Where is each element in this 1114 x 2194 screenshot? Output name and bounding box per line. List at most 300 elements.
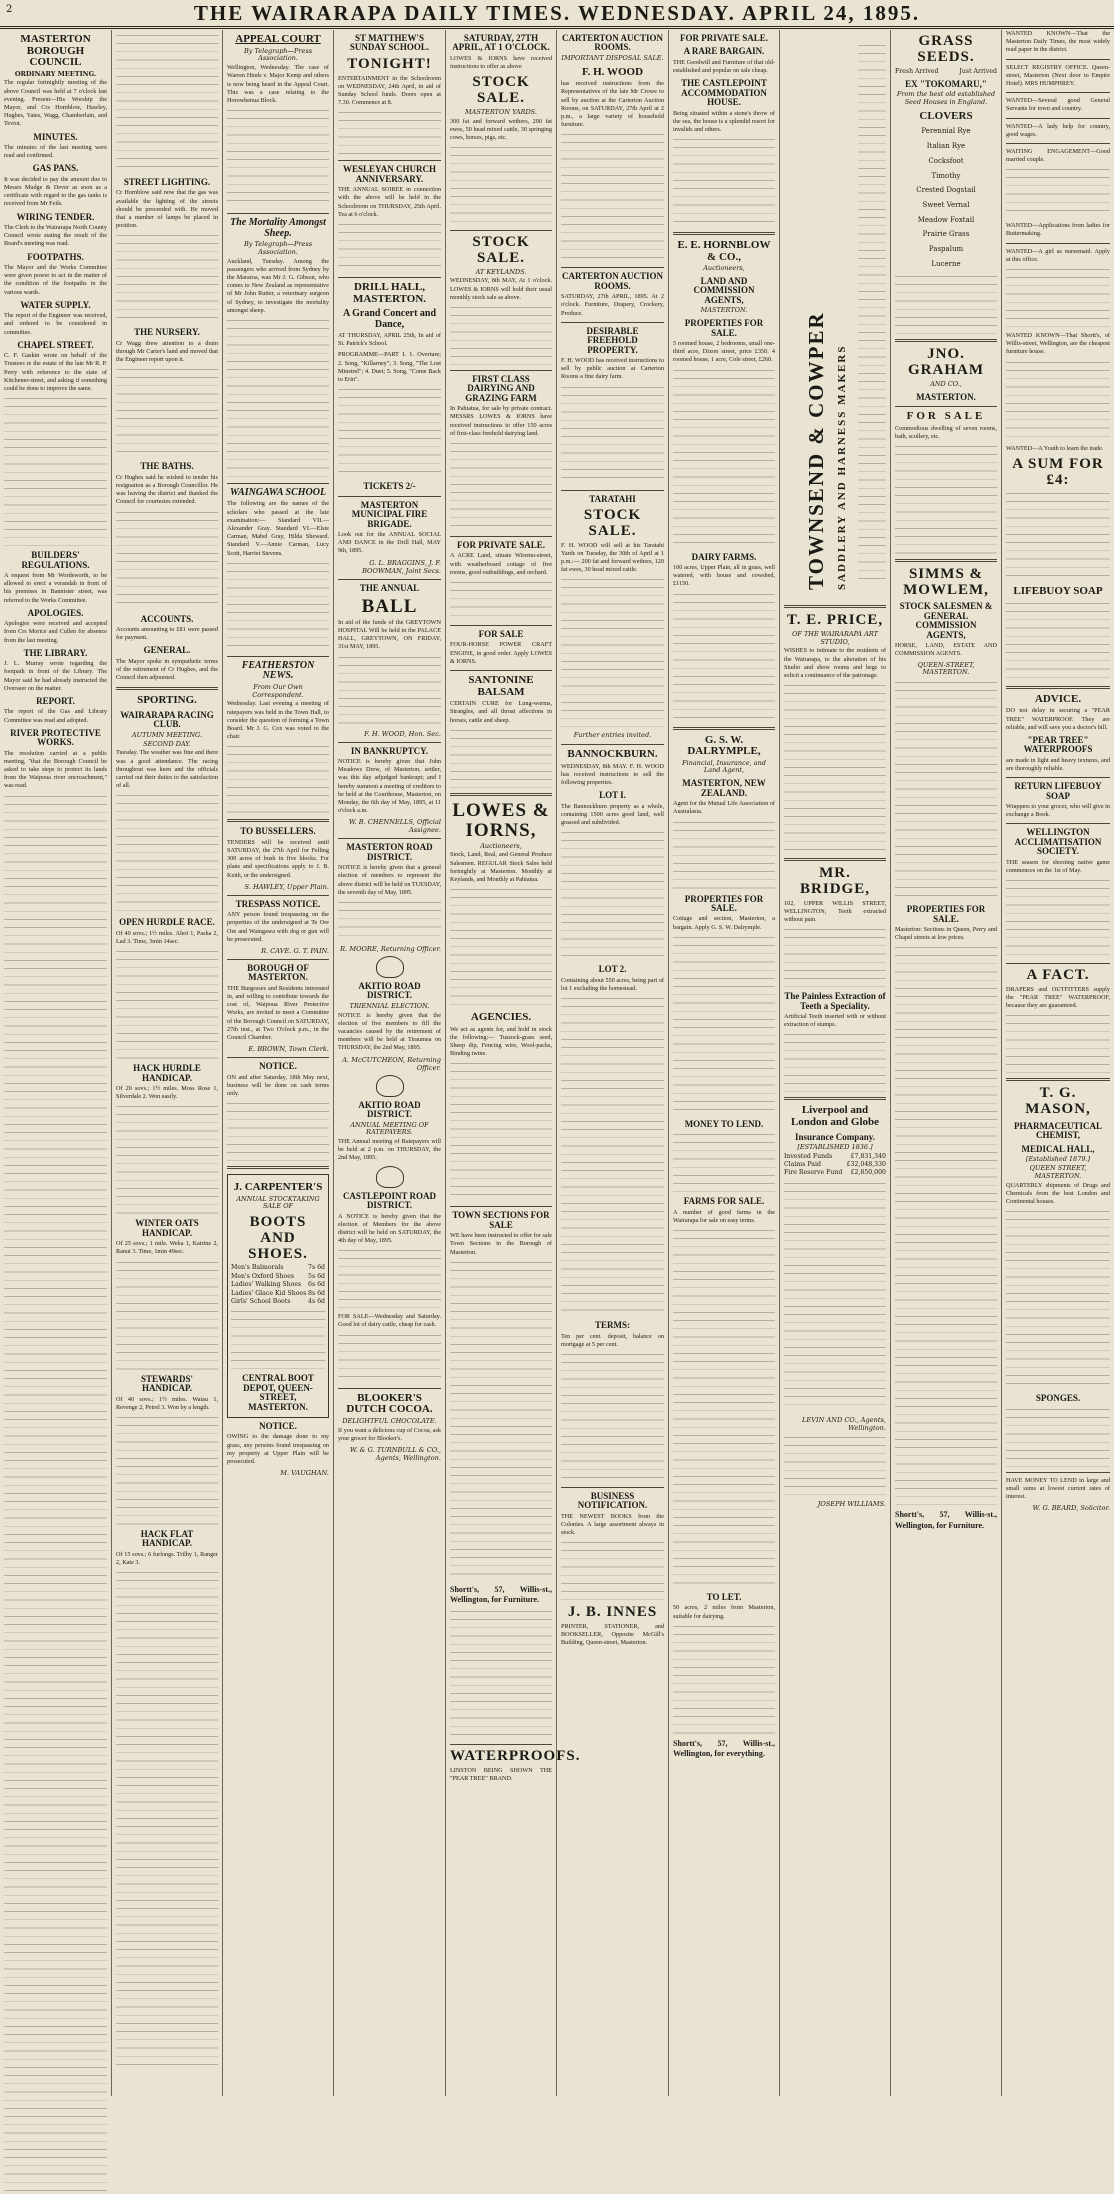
- body-text-block: [338, 655, 441, 725]
- auction-rooms-heading: CARTERTON AUCTION ROOMS.: [562, 33, 663, 53]
- wanted-notice: WANTED KNOWN—That Shortt's, of Willis-street, Wellington, are the cheapest furniture house.: [1006, 332, 1110, 356]
- wanted-notice: WAITING ENGAGEMENT—Good married couple.: [1006, 147, 1110, 164]
- stock-sale-heading: STOCK SALE.: [472, 234, 530, 266]
- notice-signature: M. VAUGHAN.: [280, 1469, 329, 1478]
- body-text-block: [338, 1333, 441, 1383]
- race-result: Of 15 sovs.; 6 furlongs. Trilby 1, Ranger 2, Kate 3.: [116, 1550, 218, 1566]
- cocoa-heading: BLOOKER'S DUTCH COCOA.: [346, 1391, 433, 1416]
- featherston-heading: FEATHERSTON NEWS.: [241, 659, 315, 682]
- road-district-text: NOTICE is hereby given that a general election of members to represent the above district will be held on TUESDAY, the seventh day of May, 1895.: [338, 864, 441, 896]
- properties-text: Cottage and section, Masterton, a bargain. Apply G. S. W. Dalrymple.: [673, 915, 775, 931]
- fh-wood-text: has received instructions from the Representatives of the late Mr Crowe to sell by auction at the Carterton Auction Rooms, on SATURDAY, 27th April at 2 p.m., a large variety of household furniture.: [561, 80, 664, 129]
- column-5: [446, 30, 581, 2096]
- painless-heading: The Painless Extraction of Teeth a Speciality.: [784, 991, 886, 1011]
- fh-wood-heading: F. H. WOOD: [581, 65, 644, 78]
- seed-item: Prairie Grass: [922, 230, 970, 239]
- featherston-text: Wednesday. Last evening a meeting of ratepayers was held in the Town Hall, to consider the question of forming a Town Board. Mr J. G. Cox was voted to the chair.: [227, 700, 329, 741]
- sale-text: FOR SALE—Wednesday and Saturday. Good lot of dairy cattle, cheap for cash.: [338, 1313, 441, 1329]
- section-heading: WIRING TENDER.: [16, 211, 95, 222]
- auction-rooms-heading: CARTERTON AUCTION ROOMS.: [562, 271, 663, 291]
- mason-heading: T. G. MASON,: [1025, 1085, 1091, 1118]
- section-text: C. F. Gaskin wrote on behalf of the Trustees re the estate of the late Mr R. P. Perry with reference to the state of Kitchener-street, and asking if something could be done to improve the same.: [4, 352, 107, 392]
- mason-text: QUARTERLY shipments of Drugs and Chemicals from the best London and Continental houses.: [1006, 1181, 1110, 1205]
- race-heading: OPEN HURDLE RACE.: [119, 917, 215, 928]
- boot-depot: CENTRAL BOOT DEPOT, QUEEN-STREET, MASTERTON.: [242, 1373, 314, 1412]
- wanted-notice: WANTED—A lady help for country, good wages.: [1006, 122, 1110, 138]
- body-text-block: [450, 305, 552, 365]
- body-text-block: [1006, 878, 1110, 958]
- race-result: Of 20 sovs.; 1½ miles. Moss Rose 1, Silverdale 2. Won easily.: [116, 1085, 218, 1101]
- body-text-block: [450, 887, 552, 1007]
- divider: [561, 744, 664, 745]
- column-4: [334, 30, 446, 2096]
- painless-text: Artificial Teeth inserted with or without extraction of stumps.: [784, 1013, 886, 1029]
- cocoa-signature: W. & G. TURNBULL & CO., Agents, Wellington.: [349, 1445, 441, 1462]
- ship-name: EX "TOKOMARU,": [905, 78, 987, 89]
- akitio-subheading: TRIENNIAL ELECTION.: [349, 1001, 430, 1010]
- hornblow-heading: E. E. HORNBLOW & CO.,: [677, 239, 771, 263]
- mortality-text: Auckland, Tuesday. Among the passengers who arrived from Sydney by the Mararoa, was Mr J. G. Gibson, who comes to New Zealand as representative of Mr John Rutter, a veterinary surgeon of Sydney, to investigate the mortality amongst sheep.: [227, 257, 329, 314]
- town-sections-heading: TOWN SECTIONS FOR SALE: [452, 1210, 550, 1230]
- divider: [895, 559, 997, 562]
- body-text-block: [895, 680, 997, 900]
- akitio-subheading: ANNUAL MEETING OF RATEPAYERS.: [350, 1120, 429, 1137]
- newspaper-title: THE WAIRARAPA DAILY TIMES. WEDNESDAY. APRIL 24, 1895.: [193, 1, 921, 25]
- ball-signature: F. H. WOOD, Hon. Sec.: [364, 729, 441, 738]
- bannockburn-text: WEDNESDAY, 8th MAY. F. H. WOOD has received instructions to sell the following properties.: [561, 762, 664, 787]
- race-heading: STEWARDS' HANDICAP.: [140, 1373, 194, 1394]
- divider: [561, 1487, 664, 1488]
- body-text-block: [116, 233, 218, 323]
- sponges-heading: SPONGES.: [1035, 1393, 1081, 1404]
- column-1: [0, 30, 112, 2096]
- freehold-heading: DESIRABLE FREEHOLD PROPERTY.: [586, 325, 639, 355]
- divider: [450, 1206, 552, 1207]
- medical-hall: MEDICAL HALL,: [1021, 1143, 1095, 1154]
- tonight-heading: TONIGHT!: [347, 55, 432, 72]
- racing-club-heading: WAIRARAPA RACING CLUB.: [120, 709, 214, 730]
- section-text: The Clerk to the Wairarapa North County Council wrote stating the result of the Board's meeting was read.: [4, 224, 107, 248]
- shortts-advert: Shortt's, 57, Willis-st., Wellington, for Furniture.: [450, 1584, 552, 1605]
- body-text-block: [561, 577, 664, 727]
- meeting-name: AUTUMN MEETING.: [131, 730, 203, 739]
- hotel-heading: THE CASTLEPOINT ACCOMMODATION HOUSE.: [681, 78, 767, 108]
- seed-item: Timothy: [931, 171, 961, 180]
- tolet-text: 50 acres, 2 miles from Masterton, suitable for dairying.: [673, 1604, 775, 1620]
- funds-list: [784, 1153, 886, 1178]
- body-text-block: [895, 274, 997, 334]
- body-text-block: [561, 1352, 664, 1482]
- lot-text: Containing about 550 acres, being part of lot 1 excluding the homestead.: [561, 976, 664, 992]
- auction-rooms-text: SATURDAY, 27th APRIL, 1895. At 2 o'clock. Furniture, Drapery, Crockery, Produce.: [561, 293, 664, 317]
- further-entries: Further entries invited.: [573, 731, 652, 740]
- terms-heading: TERMS:: [594, 1320, 630, 1331]
- price-row: Men's Balmorals 7s 6d: [231, 1264, 325, 1272]
- levin-signature: LEVIN AND CO., Agents, Wellington.: [802, 1415, 886, 1432]
- divider: [673, 727, 775, 730]
- race-heading: HACK FLAT HANDICAP.: [140, 1528, 194, 1549]
- section-heading: GAS PANS.: [32, 163, 79, 174]
- body-text-block: [784, 1435, 886, 1495]
- price-heading: T. E. PRICE,: [786, 612, 884, 628]
- wanted-notice: SELECT REGISTRY OFFICE. Queen-street, Masterton (Next door to Empire Hotel). MRS HUMPHREY.: [1006, 63, 1110, 87]
- townsend-cowper-vertical-sub: SADDLERY AND HARNESS MAKERS: [836, 344, 848, 590]
- divider: [1006, 243, 1110, 244]
- divider: [338, 579, 441, 580]
- grass-seeds-heading: GRASS SEEDS.: [917, 33, 975, 65]
- section-heading: BUILDERS' REGULATIONS.: [21, 550, 90, 570]
- body-text-block: [784, 927, 886, 987]
- fund-row: Invested Funds £7,831,340: [784, 1152, 886, 1160]
- body-text-block: [1006, 167, 1110, 217]
- cocoa-text: If you want a delicious cup of Cocoa, ask your grocer for Blooker's.: [338, 1426, 441, 1442]
- properties-heading: PROPERTIES FOR SALE.: [906, 904, 986, 924]
- section-text: Cr Hornblow said now that the gas was available the lighting of the streets should be proceeded with. He moved that a number of lamps be placed in position.: [116, 189, 218, 230]
- divider: [227, 819, 329, 822]
- goodwill-text: THE Goodwill and Furniture of that old-established and popular on sale cheap.: [673, 58, 775, 75]
- carpenter-subheading: ANNUAL STOCKTAKING SALE OF: [236, 1194, 320, 1211]
- pear-tree-text: are made in light and heavy textures, and are thoroughly reliable.: [1006, 756, 1110, 772]
- body-text-block: [673, 368, 775, 548]
- body-text-block: [561, 830, 664, 960]
- divider: [338, 496, 441, 497]
- divider: [227, 656, 329, 657]
- dalrymple-subheading: Financial, Insurance, and Land Agent,: [682, 758, 766, 775]
- agencies-text: We act as agents for, and hold in stock the following:— Tussock-grass seed, Sheep dip, Fencing wire, Wool-packs, Binding twine.: [450, 1025, 552, 1058]
- concert-heading: A Grand Concert and Dance,: [342, 308, 437, 330]
- body-text-block: [116, 793, 218, 913]
- waterproofs-text: LINSTON BEING SHOWN THE "PEAR TREE" BRAND.: [450, 1766, 552, 1782]
- advice-heading: ADVICE.: [1034, 692, 1082, 705]
- fire-brigade-heading: MASTERTON MUNICIPAL FIRE BRIGADE.: [351, 499, 428, 529]
- notice-text: ON and after Saturday, 18th May next, business will be done on cash terms only.: [227, 1073, 329, 1097]
- divider: [1006, 92, 1110, 93]
- simms-heading: SIMMS & MOWLEM,: [903, 565, 989, 598]
- section-heading: MINUTES.: [33, 131, 78, 142]
- agencies-heading: AGENCIES.: [470, 1011, 532, 1024]
- body-text-block: [1006, 360, 1110, 440]
- trespass-text: ANY person found trespassing on the properties of the undersigned at Te Ore Ore and Waingawa with dog or gun will be prosecuted.: [227, 911, 329, 943]
- fire-brigade-signature: G. L. BRAGGINS, J. F. BOOWMAN, Joint Secs.: [362, 558, 441, 575]
- arrival-row: [895, 68, 997, 76]
- auctioneers-subheading: Auctioneers,: [480, 841, 522, 850]
- auctioneers-text: Stock, Land, Real, and General Produce Salesmen. REGULAR Stock Sales held fortnightly at Masterton. Monthly at Keylands, and Monthly at Pahiatua.: [450, 851, 552, 883]
- seed-item: Paspalum: [928, 244, 964, 253]
- wanted-notice: WANTED—A Youth to learn the trade.: [1006, 444, 1104, 452]
- lot-heading: LOT I.: [599, 790, 626, 801]
- sale-date: SATURDAY, 27TH APRIL, AT 1 O'CLOCK.: [452, 33, 550, 53]
- body-text-block: [784, 1181, 886, 1411]
- castlepoint-text: A NOTICE is hereby given that the election of Members for the above district will be held on SATURDAY, the 4th day of May, 1895.: [338, 1212, 441, 1245]
- seed-item: Crested Dogstail: [916, 186, 976, 195]
- stock-sale-location: AT KEYLANDS.: [475, 267, 527, 276]
- mortality-heading: The Mortality Amongst Sheep.: [230, 217, 326, 239]
- body-text-block: [561, 132, 664, 262]
- borough-notice-heading: BOROUGH OF MASTERTON.: [247, 962, 309, 983]
- divider: [338, 838, 441, 839]
- farm-text: In Pahiatua, for sale by private contract. MESSRS LOWES & IORNS have received instructions to offer 150 acres of first-class freehold dairying land.: [450, 405, 552, 437]
- stock-sale-heading: STOCK SALE.: [472, 74, 530, 106]
- divider: [1006, 1078, 1110, 1081]
- disposal-sale-subheading: IMPORTANT DISPOSAL SALE.: [561, 53, 664, 62]
- wanted-notice: WANTED KNOWN—That the Masterton Daily Times, the most widely read paper in the district.: [1006, 30, 1110, 54]
- section-heading: CHAPEL STREET.: [17, 339, 94, 350]
- farm-heading: FIRST CLASS DAIRYING AND GRAZING FARM: [465, 373, 537, 403]
- divider: [338, 1388, 441, 1389]
- body-text-block: [450, 728, 552, 788]
- lifebuoy-heading: RETURN LIFEBUOY SOAP: [1014, 781, 1102, 801]
- fund-row: Fire Reserve Fund £2,850,000: [784, 1169, 886, 1177]
- appeal-byline: By Telegraph—Press Association.: [243, 46, 313, 63]
- bannockburn-heading: BANNOCKBURN.: [567, 748, 658, 761]
- divider: [450, 625, 552, 626]
- notice-heading: NOTICE.: [259, 1421, 297, 1432]
- body-text-block: [673, 1624, 775, 1734]
- masthead: [0, 0, 1114, 29]
- column-6: [557, 30, 669, 2096]
- farms-text: A number of good farms in the Wairarapa for sale on easy terms.: [673, 1208, 775, 1224]
- body-text-block: [450, 580, 552, 620]
- section-text: Accounts amounting to £81 were passed for payment.: [116, 626, 218, 642]
- acclimatisation-heading: WELLINGTON ACCLIMATISATION SOCIETY.: [1014, 827, 1102, 857]
- seed-item: Meadow Foxtail: [917, 215, 975, 224]
- mason-established: [Established 1879.]: [1025, 1155, 1091, 1164]
- properties-text: 5 roomed house, 2 bedrooms, small one-third acre, Dixon street, price £350. 4 roomed house, 1 acre, Cole street, £260.: [673, 340, 775, 364]
- body-text-block: [338, 900, 441, 940]
- body-text-block: [895, 444, 997, 554]
- wanted-notice: WANTED—Applications from ladies for Buttermaking.: [1006, 222, 1110, 238]
- body-text-block: [1006, 491, 1110, 581]
- body-text-block: [116, 367, 218, 457]
- dalrymple-heading: G. S. W. DALRYMPLE,: [687, 733, 761, 758]
- body-text-block: [450, 1609, 552, 1739]
- properties-text: Masterton: Sections in Queen, Perry and Chapel streets at low prices.: [895, 926, 997, 942]
- divider: [450, 536, 552, 537]
- body-text-block: [1006, 601, 1110, 681]
- taratahi-heading: TARATAHI: [589, 493, 636, 504]
- section-heading: THE LIBRARY.: [23, 647, 88, 658]
- body-text-block: [338, 1248, 441, 1308]
- price-row: Ladies' Walking Shoes 6s 6d: [231, 1281, 325, 1289]
- divider: [895, 406, 997, 407]
- race-result: Of 25 sovs.; 1 mile. Weka 1, Katrine 2, Ranui 3. Time, 1min 49sec.: [116, 1240, 218, 1256]
- divider: [784, 605, 886, 608]
- concert-text: AT THURSDAY, APRIL 25th, In aid of St. Patrick's School.: [338, 332, 441, 348]
- column-3: [223, 30, 334, 2096]
- body-text-block: [1006, 1407, 1110, 1467]
- divider: [227, 1057, 329, 1058]
- borough-council-heading: MASTERTON BOROUGH COUNCIL: [20, 33, 91, 69]
- waterproofs-heading: WATERPROOFS.: [450, 1747, 581, 1764]
- mason-subheading: PHARMACEUTICAL CHEMIST,: [1013, 1120, 1102, 1141]
- body-text-block: [1006, 1209, 1110, 1389]
- section-heading: APOLOGIES.: [27, 607, 84, 618]
- body-text-block: [673, 1228, 775, 1588]
- divider: [227, 483, 329, 484]
- section-text: The Mayor and the Works Committee were given power to act in the matter of the condition of the footpaths in the various wards.: [4, 264, 107, 296]
- meeting-subheading: ORDINARY MEETING.: [14, 69, 97, 78]
- page-number: 2: [6, 4, 13, 15]
- just-arrived: Just Arrived: [959, 67, 997, 75]
- stock-sale-text: 300 fat and forward wethers, 200 fat ewes, 50 head mixed cattle, 30 springing cows, horses, pigs, etc.: [450, 117, 552, 141]
- divider: [338, 742, 441, 743]
- divider: [1006, 59, 1110, 60]
- body-text-block: [4, 396, 107, 546]
- body-text-block: [227, 318, 329, 478]
- carpenter-advert: [227, 1174, 329, 1418]
- shortts-advert: Shortt's, 57, Willis-st., Wellington, for Furniture.: [895, 1510, 997, 1530]
- section-heading: FOOTPATHS.: [27, 251, 84, 262]
- drill-hall-heading: DRILL HALL, MASTERTON.: [352, 281, 427, 305]
- dairy-text: 100 acres, Upper Plain, all in grass, well watered, with house and cowshed, £1150.: [673, 564, 775, 588]
- fact-heading: A FACT.: [1026, 967, 1090, 984]
- tender-heading: TO BUSSELLERS.: [240, 826, 316, 837]
- appeal-text: Wellington, Wednesday. The case of Warren Hinds v. Major Kemp and others is now being heard in the Appeal Court. This was a case relating to the Horowhenua Block.: [227, 64, 329, 104]
- divider: [1006, 118, 1110, 119]
- townsend-cowper-advert: [784, 30, 886, 600]
- body-text-block: [116, 1260, 218, 1370]
- bridge-heading: MR. BRIDGE,: [800, 865, 870, 897]
- tolet-heading: TO LET.: [706, 1592, 742, 1602]
- townsend-cowper-vertical-title: TOWNSEND & COWPER: [804, 311, 828, 590]
- body-text-block: [450, 145, 552, 225]
- seed-list: [895, 124, 997, 271]
- section-text: A request from Mr Wordsworth, to be allowed to erect a verandah in front of his premises in Bannister street, was referred to the Works Committee.: [4, 572, 107, 604]
- private-sale-heading: FOR PRIVATE SALE.: [457, 540, 545, 551]
- divider: [450, 670, 552, 671]
- divider: [1006, 686, 1110, 689]
- divider: [450, 1744, 552, 1745]
- freehold-text: F. H. WOOD has received instructions to sell by public auction at Carterton Rooms a fine dairy farm.: [561, 357, 664, 381]
- race-heading: WINTER OATS HANDICAP.: [135, 1218, 199, 1238]
- joseph-signature: JOSEPH WILLIAMS.: [817, 1499, 886, 1508]
- column-10: [1002, 30, 1114, 2096]
- simms-subheading: STOCK SALESMEN & GENERAL COMMISSION AGENTS,: [899, 601, 993, 640]
- programme-text: PROGRAMME—PART I. 1. Overture; 2. Song, "Killarney"; 3. Song, "The Lost Minstrel"; 4. Duet; 5. Song, "Come Back to Erin".: [338, 351, 441, 384]
- body-text-block: [673, 935, 775, 1115]
- section-heading: WATER SUPPLY.: [20, 299, 91, 310]
- fresh-arrived: Fresh Arrived: [895, 67, 939, 75]
- body-text-block: [338, 387, 441, 477]
- castlepoint-heading: CASTLEPOINT ROAD DISTRICT.: [342, 1190, 437, 1211]
- money-heading: MONEY TO LEND.: [684, 1118, 764, 1129]
- body-text-block: [450, 1260, 552, 1580]
- divider: [227, 959, 329, 960]
- lot-text: The Bannockburn property as a whole, containing 1500 acres good land, well grassed and subdivided.: [561, 802, 664, 827]
- divider: [227, 213, 329, 214]
- soap-heading: LIFEBUOY SOAP: [1013, 585, 1103, 598]
- tonic-text: CERTAIN CURE for Lung-worms, Strangles, and all throat affections in horses, cattle and sheep.: [450, 700, 552, 724]
- divider: [895, 339, 997, 342]
- body-text-block: [338, 110, 441, 155]
- cocoa-subheading: DELIGHTFUL CHOCOLATE.: [342, 1416, 437, 1425]
- seed-source: From the best old established Seed Houses in England.: [896, 90, 996, 107]
- simms-text: HORSE, LAND, ESTATE AND COMMISSION AGENTS.: [895, 642, 997, 658]
- hornblow-subheading: Auctioneers,: [703, 264, 745, 273]
- wesleyan-heading: WESLEYAN CHURCH ANNIVERSARY.: [343, 164, 436, 184]
- innes-text: PRINTER, STATIONER, and BOOKSELLER, Opposite McGill's Building, Queen-street, Masterton.: [561, 1623, 664, 1647]
- for-sale-heading: FOR SALE: [906, 410, 986, 423]
- wanted-notice: WANTED—A girl as nursemaid. Apply at this office.: [1006, 247, 1110, 263]
- meeting-intro: The regular fortnightly meeting of the above Council was held at 7 o'clock last evening. Present—His Worship the Mayor, and Crs Hornblow, Hawley, Hughes, Yates, Wagg, Chamberlain, and Teviot.: [4, 79, 107, 128]
- featherston-byline: From Our Own Correspondent.: [252, 682, 304, 699]
- section-heading: GENERAL.: [143, 645, 191, 656]
- body-text-block: [784, 1032, 886, 1092]
- body-text-block: [561, 996, 664, 1316]
- for-sale-text: FOUR-HORSE POWER CRAFT ENGINE, in good order. Apply LOWES & IORNS.: [450, 641, 552, 665]
- borough-signature: E. BROWN, Town Clerk.: [248, 1045, 329, 1054]
- liverpool-subheading: Insurance Company.: [794, 1131, 875, 1142]
- stock-sale-text: F. H. WOOD will sell at his Taratahi Yards on Tuesday, the 30th of April at 1 p.m.:— 200 fat and forward wethers, 120 fat ewes, 30 head mixed cattle.: [561, 541, 664, 574]
- borough-notice-text: THE Burgesses and Residents interested in, and willing to contribute towards the cost of, Waipoua River Protective Works, are invited to meet a Committee of the Borough Council on SATURDAY, 27th inst., at Two O'clock p.m., in the Council Chamber.: [227, 984, 329, 1041]
- price-row: Men's Oxford Shoes 5s 6d: [231, 1272, 325, 1280]
- fund-row: Claims Paid £32,048,330: [784, 1161, 886, 1169]
- divider: [450, 793, 552, 796]
- divider: [338, 277, 441, 278]
- business-heading: BUSINESS NOTIFICATION.: [577, 1490, 648, 1511]
- body-text-block: [450, 1061, 552, 1201]
- price-list: [231, 1264, 325, 1306]
- akitio-heading: AKITIO ROAD DISTRICT.: [358, 981, 421, 1001]
- race-result: Of 40 sovs.; 1½ miles. Waiau 1, Revenge 2, Petrel 3. Won by a length.: [116, 1395, 218, 1411]
- carpenter-heading: J. CARPENTER'S: [233, 1181, 323, 1194]
- column-2: [112, 30, 223, 2096]
- ball-intro: THE ANNUAL: [359, 582, 420, 593]
- bargain-heading: A RARE BARGAIN.: [683, 46, 765, 57]
- body-text-block: [227, 1101, 329, 1161]
- boots-shoes-heading: BOOTS AND SHOES.: [248, 1214, 308, 1262]
- wesleyan-text: THE ANNUAL SOIREE in connection with the above will be held in the Schoolroom on THURSDAY, 25th April. Tea at 6 o'clock.: [338, 186, 441, 218]
- body-text-block: [858, 43, 886, 583]
- section-text: Cr Hughes said he wished to tender his resignation as a Borough Councillor. He was leaving the district and thanked the Council for courtesies extended.: [116, 473, 218, 506]
- ball-text: In aid of the funds of the GREYTOWN HOSPITAL Will be held in the PALACE HALL, GREYTOWN, ON FRIDAY, 31st MAY, 1895.: [338, 618, 441, 651]
- fact-text: DRAPERS and OUTFITTERS supply the "PEAR TREE" WATERPROOF, because they are guaranteed.: [1006, 985, 1110, 1010]
- body-text-block: [1006, 267, 1110, 327]
- tender-text: TENDERS will be received until SATURDAY, the 27th April for Felling 300 acres of bush in five blocks. For plans and specifications apply to J. B. Keith, or the undersigned.: [227, 838, 329, 879]
- for-sale-text: Commodious dwelling of seven rooms, bath, scullery, etc.: [895, 424, 997, 440]
- shortts-advert: Shortt's, 57, Willis-st., Wellington, for everything.: [673, 1738, 775, 1759]
- money-notice: HAVE MONEY TO LEND in large and small sums at lowest current rates of interest.: [1006, 1476, 1110, 1500]
- innes-heading: J. B. INNES: [567, 1604, 658, 1621]
- body-text-block: [561, 1540, 664, 1600]
- appeal-court-heading: APPEAL COURT: [235, 33, 321, 45]
- section-text: The report of the Gas and Library Committee was read and adopted.: [4, 708, 107, 724]
- body-text-block: [673, 820, 775, 890]
- bankruptcy-signature: W. B. CHENNELLS, Official Assignee.: [348, 818, 441, 835]
- price-text: WISHES to intimate to the residents of the Wairarapa, to the alteration of his Studio and show rooms and begs to solicit a continuance of the patronage.: [784, 647, 886, 679]
- sporting-text: Tuesday. The weather was fine and there was a good attendance. The racing throughout was keen and the officials carried out their duties to the satisfaction of all.: [116, 749, 218, 790]
- clovers-heading: CLOVERS: [919, 109, 973, 122]
- private-sale-heading: FOR PRIVATE SALE.: [680, 33, 768, 43]
- seed-item: Cocksfoot: [928, 156, 964, 165]
- graham-heading: JNO. GRAHAM: [908, 346, 984, 379]
- body-text-block: [338, 222, 441, 272]
- farms-heading: FARMS FOR SALE.: [683, 1196, 765, 1207]
- solicitor-signature: W. G. BEARD, Solicitor.: [1032, 1504, 1110, 1513]
- dalrymple-place: MASTERTON, NEW ZEALAND.: [682, 778, 766, 798]
- road-district-signature: R. MOORE, Returning Officer.: [340, 945, 441, 954]
- trespass-heading: TRESPASS NOTICE.: [235, 898, 321, 909]
- race-heading: HACK HURDLE HANDICAP.: [133, 1063, 201, 1083]
- properties-heading: PROPERTIES FOR SALE.: [684, 893, 764, 913]
- ball-heading: BALL: [361, 595, 418, 617]
- price-row: Ladies' Glace Kid Shoes 8s 6d: [231, 1289, 325, 1297]
- bankruptcy-text: NOTICE is hereby given that John Meadows Drew, of Masterton, settler, was this day adjudged bankrupt; and I hereby summon a meeting of creditors to be held at the Courthouse, Masterton, on Monday, the 6th day of May, 1895, at 11 o'clock a.m.: [338, 758, 441, 815]
- town-sections-text: WE have been instructed to offer for sale Town Sections in the Borough of Masterton.: [450, 1232, 552, 1256]
- mason-place: QUEEN STREET, MASTERTON.: [1029, 1164, 1087, 1180]
- pear-tree-heading: "PEAR TREE" WATERPROOFS: [1023, 734, 1093, 755]
- section-text: J. L. Murray wrote regarding the footpath in front of the Library. The Mayor said he had already instructed the Overseer on the matter.: [4, 660, 107, 692]
